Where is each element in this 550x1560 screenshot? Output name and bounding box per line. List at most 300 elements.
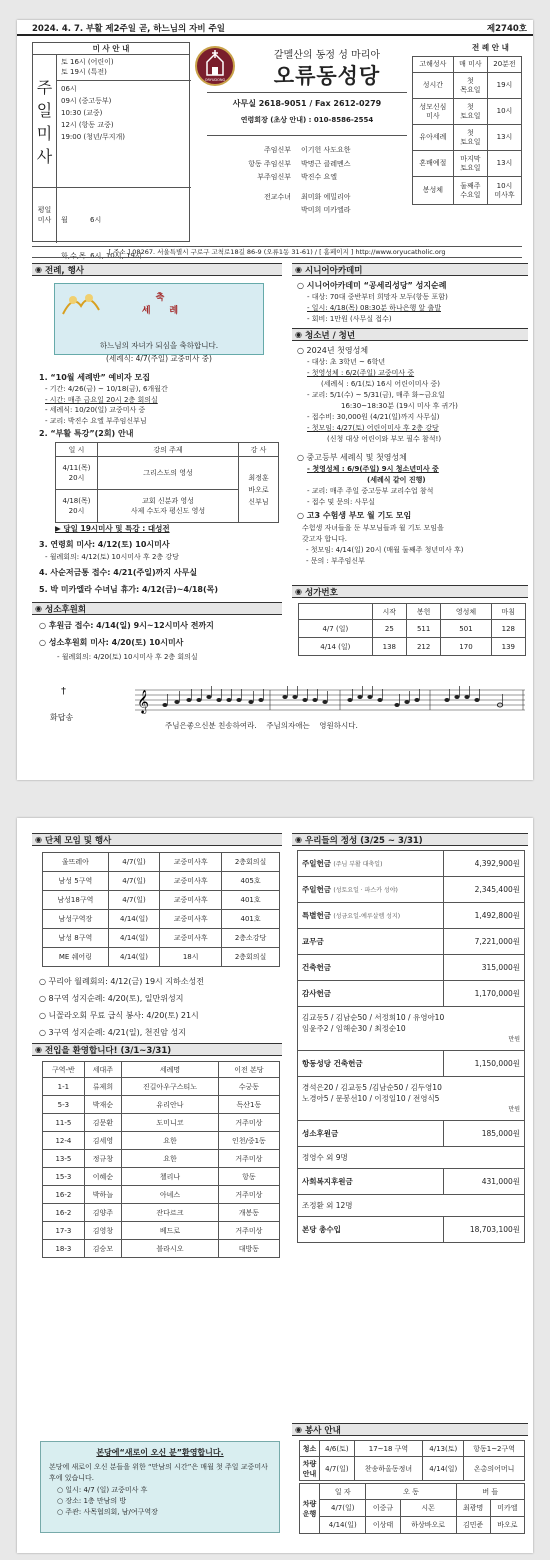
mass-time: 토 16시 (어린이) (61, 58, 114, 66)
detail-line: - 교리: 매주 주일 중고등부 교리수업 참석 (307, 487, 434, 495)
bullet-icon: ◉ (295, 265, 302, 274)
rite-name: 봉성체 (413, 177, 454, 205)
detail-line: 갖고자 합니다. (302, 535, 348, 543)
clergy-list (209, 144, 409, 218)
col-header: 오 동 (366, 1484, 456, 1500)
cell: 2층회의실 (222, 853, 280, 872)
row-label: 차량 운행 (300, 1484, 320, 1534)
cell: 1-1 (43, 1078, 85, 1096)
cell: 수궁동 (218, 1078, 279, 1096)
cell: 4/14(일) (108, 948, 159, 967)
youth-c-details (302, 523, 463, 567)
welcome-table (42, 1061, 280, 1258)
donor-names (298, 1007, 525, 1051)
music-note (196, 698, 201, 702)
cell: 김민준 (456, 1517, 490, 1534)
cell: 첼리나 (122, 1168, 219, 1186)
cell: 대방동 (218, 1240, 279, 1258)
lecture-topic: 그리스도의 영성 (98, 457, 239, 490)
lecture-table (55, 442, 279, 523)
offering-note: (성토요일 · 파스카 성야) (333, 887, 398, 894)
youth-b-details (307, 464, 439, 508)
newcomer-body: 본당에 새로이 오신 분들을 위한 “만남의 시간”은 매월 첫 주일 교중미사 후에 있습니다. (49, 1463, 268, 1482)
music-note (216, 698, 221, 702)
rite-row (413, 57, 522, 73)
section-title: 전례, 행사 (44, 265, 85, 276)
cell: 4/14(일) (108, 929, 159, 948)
section-title: 전입을 환영합니다! (3/1~3/31) (44, 1045, 172, 1056)
cell: 남성18구역 (43, 891, 109, 910)
groups-notes (39, 973, 204, 1041)
cell: 16-2 (43, 1186, 85, 1204)
hymn-number: 212 (406, 638, 440, 656)
cell: 김양주 (84, 1204, 121, 1222)
cell: 온총의어머니 (464, 1457, 525, 1481)
cell: 4/7(일) (320, 1457, 355, 1481)
donor-names (298, 1077, 525, 1121)
sponsor-line-3: - 월례회의: 4/20(토) 10시미사 후 2층 회의실 (57, 653, 198, 661)
bullet-icon: ◉ (35, 1045, 42, 1054)
table-row (43, 853, 280, 872)
clergy-row (209, 158, 409, 172)
detail-line: - 회비: 1만원 (사무실 접수) (307, 315, 392, 323)
music-note (248, 700, 253, 704)
clergy-name: 박명근 클레멘스 (301, 159, 351, 168)
mass-time: 토 19시 (특전) (61, 68, 107, 76)
detail-line: - 접수 및 문의: 사무실 (307, 498, 375, 506)
clergy-role: 주임신부 (263, 146, 291, 154)
note-line: ○ 니꼴라오회 무료 급식 봉사: 4/20(토) 21시 (39, 1011, 199, 1020)
donor-row (298, 1077, 525, 1121)
donor-names (298, 1147, 525, 1169)
music-note (282, 695, 287, 699)
hymn-row (299, 638, 526, 656)
detail-line: - 문의 : 부주임신부 (306, 557, 365, 565)
cell: 항동 (218, 1168, 279, 1186)
offering-row (298, 981, 525, 1007)
offering-amount: 185,000원 (444, 1121, 525, 1147)
offering-amount: 1,492,800원 (444, 903, 525, 929)
rite-time: 10시 미사후 (487, 177, 521, 205)
cell: 17-3 (43, 1222, 85, 1240)
offering-amount: 2,345,400원 (444, 877, 525, 903)
lecture-note: ▶ 당일 19시미사 및 특강 : 대성전 (55, 524, 170, 533)
section-title: 봉사 안내 (304, 1425, 341, 1436)
cell: 이상태 (366, 1517, 400, 1534)
cell: 남성구역장 (43, 910, 109, 929)
hymn-number: 25 (372, 620, 406, 638)
rite-day: 첫 토요일 (453, 99, 487, 125)
senior-line-1: ○ 시니어아카데미 “공세리성당” 성지순례 (297, 281, 447, 290)
detail-line: - 일시: 4/18(목) 08:30분 하나은행 앞 출발 (307, 304, 441, 312)
clergy-name: 박진수 요엘 (301, 173, 338, 181)
clergy-row (209, 171, 409, 185)
music-note (394, 703, 399, 707)
cell: 남성 5구역 (43, 872, 109, 891)
rite-row (413, 177, 522, 205)
table-header (43, 1062, 280, 1078)
rite-name: 성시간 (413, 73, 454, 99)
donor-list: 정영수 외 9명 (302, 1153, 348, 1162)
parish-motto: 갈멜산의 동정 성 마리아 (273, 50, 381, 61)
bulletin-page-2 (17, 818, 533, 1553)
mass-schedule (32, 42, 190, 260)
cell: 유리안나 (122, 1096, 219, 1114)
detail-line: - 대상: 초 3학년 ~ 6학년 (307, 358, 386, 366)
music-note (404, 700, 409, 704)
offering-row (298, 1121, 525, 1147)
clergy-row (209, 191, 409, 205)
detail-line: - 교리: 박진수 요엘 부주임신부님 (45, 416, 147, 425)
offering-name (298, 955, 444, 981)
cell: 4/6(토) (320, 1441, 355, 1457)
lecture-topic: 교회 신분과 영성 사제 수도자 평신도 영성 (98, 490, 239, 523)
psalm-score (135, 684, 525, 718)
mass-time: 화,수,목 6시, 10시, 19시 (61, 252, 142, 260)
cross-icon: † (61, 686, 66, 697)
offering-name (298, 929, 444, 955)
detail-line: 16:30~18:30분 (19시 미사 후 귀가) (341, 402, 458, 410)
parish-name: 오류동성당 (273, 64, 381, 88)
table-row (43, 1240, 280, 1258)
rite-name: 유아세례 (413, 125, 454, 151)
cell: 독산1동 (218, 1096, 279, 1114)
rite-time: 13시 (487, 151, 521, 177)
youth-a-details (307, 357, 458, 445)
col-header: 세례명 (122, 1062, 219, 1078)
offering-amount: 431,000원 (444, 1169, 525, 1195)
cell: 류제희 (84, 1078, 121, 1096)
col-header (299, 604, 373, 620)
bullet-icon: ◉ (295, 1425, 302, 1434)
groups-section-header (32, 833, 282, 846)
cell: 4/7(일) (320, 1500, 366, 1517)
cell: 김문환 (84, 1114, 121, 1132)
cell: 401호 (222, 910, 280, 929)
offering-note: (주님 부활 대축일) (333, 861, 383, 868)
col-header: 일 시 (56, 443, 98, 457)
item-catechumen: 1. “10월 세례반” 예비자 모집 (39, 373, 150, 382)
offering-label: 성소후원금 (302, 1129, 339, 1138)
cell: 401호 (222, 891, 280, 910)
item-sister-leave: 5. 박 미카엘라 수녀님 휴가: 4/12(금)~4/18(목) (39, 585, 219, 594)
offering-name (298, 903, 444, 929)
cell: 4/13(토) (423, 1441, 464, 1457)
unit-label: 만원 (508, 1106, 520, 1113)
rite-time: 20분전 (487, 57, 521, 73)
offering-name (298, 877, 444, 903)
offering-name (298, 981, 444, 1007)
music-note (162, 703, 167, 707)
section-title: 단체 모임 및 행사 (44, 835, 112, 846)
table-row (43, 1222, 280, 1240)
cell: 찬송하올동정녀 (354, 1457, 423, 1481)
bullet-icon: ◉ (35, 835, 42, 844)
donor-row (298, 1007, 525, 1051)
detail-line: - 첫모임: 4/27(토) 어린이미사 후 2층 강당 (307, 424, 439, 432)
banner-title-2: 세 례 (141, 306, 179, 316)
cell: 4/14(일) (108, 910, 159, 929)
offering-name (298, 1051, 444, 1077)
offering-label: 본당 총수입 (302, 1225, 341, 1234)
clergy-row (209, 144, 409, 158)
offering-amount: 7,221,000원 (444, 929, 525, 955)
clergy-name: 박미희 미카엘라 (301, 206, 351, 214)
cell: 블라시오 (122, 1240, 219, 1258)
offering-row (298, 1051, 525, 1077)
cell: 4/14(일) (423, 1457, 464, 1481)
col-header: 강의 주제 (98, 443, 239, 457)
rites-table (412, 56, 522, 205)
cell: 개봉동 (218, 1204, 279, 1222)
newcomer-item: ○ 주관: 사목협의회, 남/여구역장 (57, 1508, 158, 1516)
offering-label: 사회복지후원금 (302, 1177, 353, 1186)
rite-row (413, 125, 522, 151)
funeral-contact: 연령회장 (초상 안내) : 010-8586-2554 (240, 116, 374, 124)
liturgy-section-header (32, 263, 282, 276)
table-row (43, 948, 280, 967)
col-header: 영성체 (441, 604, 491, 620)
section-title: 청소년 / 청년 (304, 330, 356, 341)
offering-row (298, 877, 525, 903)
cell: 미카엘 (490, 1500, 524, 1517)
service-table (299, 1440, 525, 1481)
offering-note: (성금요일-예루살렘 성지) (333, 913, 401, 920)
cell: 아녜스 (122, 1186, 219, 1204)
church-icon (197, 48, 233, 84)
lecture-date: 4/11(목) 20시 (56, 457, 98, 490)
bullet-icon: ◉ (295, 835, 302, 844)
banner-title-1: 축 (155, 293, 165, 303)
cell: 항동1~2구역 (464, 1441, 525, 1457)
youth-section-header (292, 328, 528, 341)
offering-row (298, 929, 525, 955)
sunday-mass-label: 주일 미사 (33, 55, 57, 187)
cell: 교중미사후 (160, 853, 222, 872)
sunday-mass-list (61, 83, 125, 143)
clergy-role: 항동 주임신부 (248, 159, 291, 168)
cell: 정규창 (84, 1150, 121, 1168)
offering-amount: 18,703,100원 (444, 1217, 525, 1243)
row-label: 청소 (300, 1441, 320, 1457)
cell: 교중미사후 (160, 891, 222, 910)
col-header: 일 자 (320, 1484, 366, 1500)
issue-header (17, 20, 533, 36)
offering-name (298, 1169, 444, 1195)
cell: 16-2 (43, 1204, 85, 1222)
detail-line: 수험생 자녀들을 둔 부모님들과 월 기도 모임을 (302, 524, 444, 532)
offering-amount: 4,392,900원 (444, 851, 525, 877)
note-line: ○ 8구역 성지순례: 4/20(토), 일만위성지 (39, 994, 184, 1003)
offering-amount: 1,170,000원 (444, 981, 525, 1007)
detail-line: - 첫모임: 4/14(일) 20시 (매월 둘째주 청년미사 후) (306, 546, 464, 554)
table-row (43, 872, 280, 891)
table-row (43, 1132, 280, 1150)
cell: 거주미상 (218, 1186, 279, 1204)
clergy-role: 부주임신부 (257, 173, 291, 181)
mass-time: 12시 (항동 교중) (61, 121, 114, 129)
cell: 박하늘 (84, 1186, 121, 1204)
item-lent-savings: 4. 사순저금통 접수: 4/21(주일)까지 사무실 (39, 568, 198, 577)
section-title: 성소후원회 (44, 604, 87, 615)
driving-table (299, 1483, 525, 1534)
divider (57, 80, 191, 81)
cell: 15-3 (43, 1168, 85, 1186)
offering-row (298, 903, 525, 929)
table-row (43, 891, 280, 910)
sponsors-section-header (32, 602, 282, 615)
cell: 2층소강당 (222, 929, 280, 948)
cell: 울뜨레아 (43, 853, 109, 872)
col-header: 시작 (372, 604, 406, 620)
lecturer: 최정훈 바오로 신부님 (239, 457, 279, 523)
rite-day: 마지막 토요일 (453, 151, 487, 177)
hymn-number: 128 (491, 620, 525, 638)
drive-row (300, 1517, 525, 1534)
cell: 5-3 (43, 1096, 85, 1114)
rite-day: 첫 목요일 (453, 73, 487, 99)
detail-line: - 접수비: 30,000원 (4/21(일)까지 사무실) (307, 413, 440, 421)
row-label: 차량 안내 (300, 1457, 320, 1481)
hymn-number: 138 (372, 638, 406, 656)
bullet-icon: ◉ (35, 604, 42, 613)
detail-line: (세례식 : 6/1(토) 16시 어린이미사 중) (321, 380, 440, 388)
bulletin-page-1 (17, 20, 533, 780)
hymn-number: 139 (491, 638, 525, 656)
cell: 교중미사후 (160, 910, 222, 929)
issue-number: 제2740호 (486, 24, 527, 34)
cell: 2층회의실 (222, 948, 280, 967)
newcomer-items (41, 1484, 279, 1519)
newcomer-box (40, 1441, 280, 1533)
cell: 도미니코 (122, 1114, 219, 1132)
cell: ME 쉐어링 (43, 948, 109, 967)
detail-line: - 시간: 매주 금요일 20시 2층 회의실 (45, 395, 158, 404)
rite-row (413, 99, 522, 125)
section-title: 시니어아카데미 (304, 265, 363, 276)
cell: 17~18 구역 (354, 1441, 423, 1457)
offering-row (298, 1217, 525, 1243)
music-note (357, 695, 362, 699)
address-line: [ 주소 ] 08267. 서울특별시 구로구 고척로18길 86-9 (오류1동 31-61) / [ 홈페이지 ] http://www.oryucatholic.org (32, 246, 522, 258)
youth-b: ○ 중고등부 세례식 및 첫영성체 (297, 453, 407, 462)
detail-line: - 첫영성체 : 6/2(주일) 교중미사 중 (307, 369, 415, 377)
music-note (174, 700, 179, 704)
banner-line-1: 하느님의 자녀가 되심을 축하합니다. (99, 341, 219, 350)
cell: 잔다르크 (122, 1204, 219, 1222)
donor-row (298, 1147, 525, 1169)
hymn-number: 170 (441, 638, 491, 656)
col-header: 강 사 (239, 443, 279, 457)
bullet-icon: ◉ (295, 330, 302, 339)
table-row (43, 1168, 280, 1186)
newcomer-item: ○ 일시: 4/7 (일) 교중미사 후 (57, 1486, 148, 1494)
cell: 거주미상 (218, 1150, 279, 1168)
table-row (43, 1150, 280, 1168)
senior-details (307, 292, 448, 325)
rite-time: 13시 (487, 125, 521, 151)
cell: 이중규 (366, 1500, 400, 1517)
date-line: 2024. 4. 7. 부활 제2주일 곧, 하느님의 자비 주일 (32, 24, 225, 34)
newcomer-item: ○ 장소: 1층 만남의 방 (57, 1497, 127, 1505)
cell: 김영창 (84, 1222, 121, 1240)
parish-logo (195, 46, 235, 86)
rite-name: 고해성사 (413, 57, 454, 73)
cell: 인천/중1동 (218, 1132, 279, 1150)
car-guide-row (300, 1457, 525, 1481)
hymn-date: 4/7 (일) (299, 620, 373, 638)
youth-a: ○ 2024년 첫영성체 (297, 346, 369, 355)
cell: 거주미상 (218, 1222, 279, 1240)
offering-name (298, 851, 444, 877)
cell: 김세영 (84, 1132, 121, 1150)
donor-names (298, 1195, 525, 1217)
music-note (312, 698, 317, 702)
mass-schedule-title: 미 사 안 내 (33, 43, 189, 55)
offering-row (298, 955, 525, 981)
office-phone: 사무실 2618-9051 / Fax 2612-0279 (232, 99, 382, 108)
cell: 18-3 (43, 1240, 85, 1258)
music-note (377, 698, 382, 702)
mass-time: 06시 (61, 85, 77, 93)
offerings-table (297, 850, 525, 1243)
music-note (474, 698, 479, 702)
cell: 4/7(일) (108, 891, 159, 910)
rite-day: 첫 토요일 (453, 125, 487, 151)
clergy-name: 이기헌 사도요한 (301, 146, 351, 154)
cell: 베드로 (122, 1222, 219, 1240)
cell: 김승모 (84, 1240, 121, 1258)
cell: 바오로 (490, 1517, 524, 1534)
offering-name (298, 1121, 444, 1147)
donor-list: 김교동5 / 김남순50 / 서정희10 / 유영아10 임윤주2 / 임해순30 / 최정순10 (302, 1013, 445, 1033)
hymns-section-header (292, 585, 528, 598)
item-catechumen-details (45, 384, 168, 426)
detail-line: - 기간: 4/26(금) ~ 10/18(금), 6개월간 (45, 385, 168, 393)
mass-time: 19:00 (청년/무지개) (61, 133, 126, 141)
hymn-row (299, 620, 526, 638)
banner-line-2: (세례식: 4/7(주일) 교중미사 중) (106, 354, 212, 363)
rite-name: 혼배예절 (413, 151, 454, 177)
mass-time: 월 6시 (61, 216, 102, 224)
item-funeral-mass: 3. 연령회 미사: 4/12(토) 10시미사 (39, 540, 170, 549)
hymn-date: 4/14 (일) (299, 638, 373, 656)
donor-list: 조정환 외 12명 (302, 1201, 353, 1210)
detail-line: - 대상: 70대 중반부터 희망자 모두(항동 포함) (307, 293, 448, 301)
table-row (43, 1114, 280, 1132)
cell: 4/14(일) (320, 1517, 366, 1534)
detail-line: - 첫영성체 : 6/9(주일) 9시 청소년미사 중 (307, 465, 439, 473)
table-row (43, 910, 280, 929)
psalm-label: 화답송 (50, 713, 74, 722)
music-note (454, 695, 459, 699)
newcomer-title: 본당에“새로이 오신 분”환영합니다. (96, 1448, 224, 1457)
note-line: ○ 꾸리아 월례회의: 4/12(금) 19시 지하소성전 (39, 977, 204, 986)
offering-label: 건축헌금 (302, 963, 331, 972)
cell: 최광명 (456, 1500, 490, 1517)
bullet-icon: ◉ (295, 587, 302, 596)
rite-row (413, 151, 522, 177)
cleaning-row (300, 1441, 525, 1457)
col-header: 세대주 (84, 1062, 121, 1078)
hymn-number: 511 (406, 620, 440, 638)
donor-list: 경석은20 / 김교동5 /김남순50 / 김두영10 노경아5 / 문봉선10 / 이정일10 / 전영식5 (302, 1083, 442, 1103)
music-note (186, 698, 191, 702)
table-row (43, 929, 280, 948)
hymn-table (298, 603, 526, 656)
welcome-section-header (32, 1043, 282, 1056)
music-note (347, 698, 352, 702)
